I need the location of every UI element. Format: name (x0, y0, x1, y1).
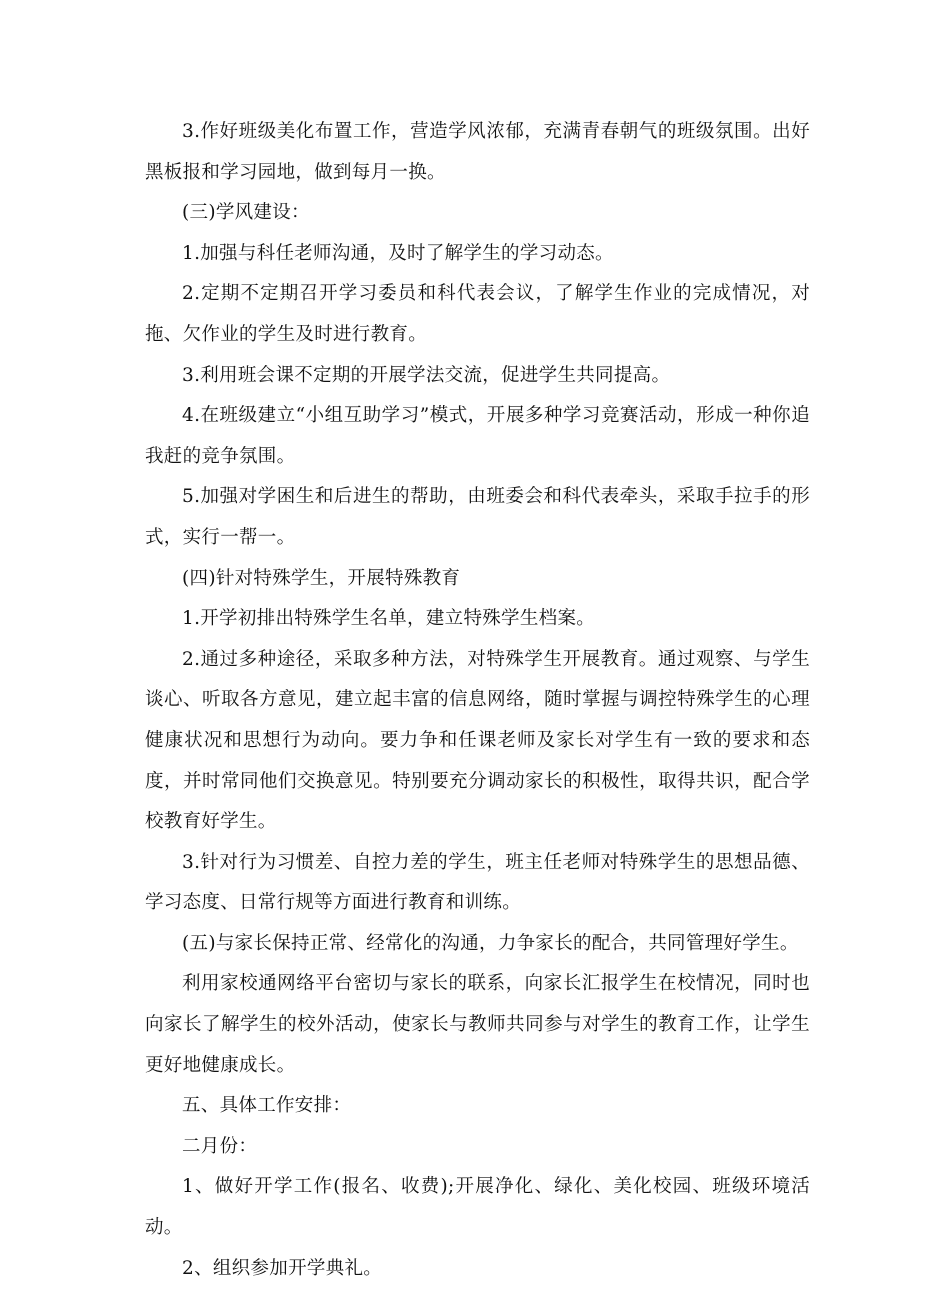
heading-special-students: (四)针对特殊学生，开展特殊教育 (182, 567, 461, 589)
heading-parent-communication: (五)与家长保持正常、经常化的沟通，力争家长的配合，共同管理好学生。 (182, 932, 799, 954)
paragraph-home-school-platform: 利用家校通网络平台密切与家长的联系，向家长汇报学生在校情况，同时也向家长了解学生的校外活动，使家长与教师共同参与对学生的教育工作，让学生更好地健康成长。 (145, 973, 810, 1076)
heading-work-schedule: 五、具体工作安排： (182, 1095, 352, 1117)
document-body (145, 112, 810, 1289)
list-item-opening-ceremony: 2、组织参加开学典礼。 (182, 1257, 383, 1279)
paragraph-teacher-communication: 1.加强与科任老师沟通，及时了解学生的学习动态。 (182, 242, 614, 264)
heading-study-style: (三)学风建设： (182, 202, 310, 224)
paragraph-struggling-students: 5.加强对学困生和后进生的帮助，由班委会和科代表牵头，采取手拉手的形式，实行一帮一。 (145, 486, 810, 548)
paragraph-special-education: 2.通过多种途径，采取多种方法，对特殊学生开展教育。通过观察、与学生谈心、听取各方意见，建立起丰富的信息网络，随时掌握与调控特殊学生的心理健康状况和思想行为动向。要力争和任课老师及家长对学生有一致的要求和态度，并时常同他们交换意见。特别要充分调动家长的积极性，取得共识，配合学校教育好学生。 (145, 648, 810, 833)
paragraph-study-exchange: 3.利用班会课不定期的开展学法交流，促进学生共同提高。 (182, 364, 671, 386)
paragraph-special-list: 1.开学初排出特殊学生名单，建立特殊学生档案。 (182, 608, 596, 630)
list-item-school-opening: 1、做好开学工作(报名、收费);开展净化、绿化、美化校园、班级环境活动。 (145, 1176, 810, 1239)
paragraph-class-decoration: 3.作好班级美化布置工作，营造学风浓郁，充满青春朝气的班级氛围。出好黑板报和学习园地，做到每月一换。 (145, 121, 810, 183)
paragraph-committee-meeting: 2.定期不定期召开学习委员和科代表会议，了解学生作业的完成情况，对拖、欠作业的学生及时进行教育。 (145, 283, 810, 345)
paragraph-behavior-training: 3.针对行为习惯差、自控力差的学生，班主任老师对特殊学生的思想品德、学习态度、日常行规等方面进行教育和训练。 (145, 851, 810, 914)
paragraph-group-learning: 4.在班级建立“小组互助学习”模式，开展多种学习竞赛活动，形成一种你追我赶的竞争氛围。 (145, 405, 810, 467)
heading-february: 二月份： (182, 1135, 258, 1157)
